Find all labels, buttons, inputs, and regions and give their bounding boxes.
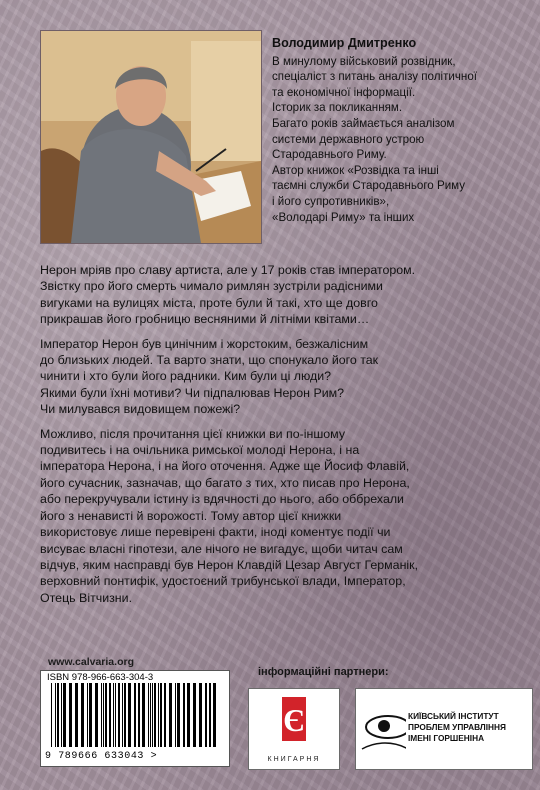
description-line: імператора Нерона, і на його оточення. Адже ще Йосиф Флавій, <box>40 459 410 474</box>
description-line: висуває власні гіпотези, але нічого не вигадує, щоби читач сам <box>40 541 403 556</box>
barcode-bar <box>187 683 190 747</box>
barcode-bar <box>148 683 149 747</box>
author-name: Володимир Дмитренко <box>272 36 417 50</box>
author-bio-line: таємні служби Стародавнього Риму <box>272 179 466 193</box>
barcode-bar <box>160 683 162 747</box>
barcode-bar <box>193 683 196 747</box>
description-line: подивитесь і на очільника римської молоді Нерона, і на <box>40 443 360 458</box>
barcode-bar <box>81 683 84 747</box>
knyharnia-logo <box>248 688 340 770</box>
barcode-bar <box>183 683 185 747</box>
author-bio-line: та економічної інформації. <box>272 85 416 99</box>
barcode-bar <box>164 683 166 747</box>
description-line: його сучасник, зазначав, що багато з тих, хто писав про Нерона, <box>40 475 410 490</box>
description-line: Якими були їхні мотиви? Чи підпалював Нерон Рим? <box>40 385 345 400</box>
institute-line: ПРОБЛЕМ УПРАВЛІННЯ <box>408 722 506 732</box>
barcode-bar <box>138 683 140 747</box>
description-line: Імператор Нерон був цинічним і жорстоким, безжалісним <box>40 336 369 351</box>
book-description <box>40 262 532 614</box>
barcode-bar <box>105 683 107 747</box>
institute-logo-text <box>408 711 506 744</box>
barcode-bar <box>51 683 52 747</box>
barcode-bar <box>209 683 211 747</box>
barcode-bar <box>154 683 156 747</box>
partners-label: інформаційні партнери: <box>258 666 389 678</box>
barcode-bar <box>101 683 102 747</box>
barcode-bar <box>103 683 104 747</box>
author-bio-line: системи державного устрою <box>272 132 425 146</box>
barcode-bar <box>69 683 72 747</box>
barcode-bar <box>199 683 202 747</box>
barcode-bar <box>175 683 176 747</box>
barcode-bar <box>177 683 180 747</box>
author-info <box>272 36 534 225</box>
description-paragraph <box>40 426 532 606</box>
description-line: прикрашав його гробницю весняними й літніми квітами… <box>40 312 370 327</box>
barcode-bar <box>61 683 62 747</box>
description-line: використовує лише перевірені факти, іноді коментує події чи <box>40 525 391 540</box>
publisher-website[interactable]: www.calvaria.org <box>48 656 134 668</box>
description-line: відчув, яким насправді був Нерон Клавдій Цезар Август Германік, <box>40 557 419 572</box>
barcode-bar <box>95 683 98 747</box>
isbn-barcode <box>40 670 230 767</box>
description-line: Отець Вітчизни. <box>40 590 133 605</box>
barcode-bar <box>213 683 216 747</box>
barcode-bar <box>142 683 145 747</box>
barcode-bar <box>134 683 136 747</box>
author-bio-line: «Володарі Риму» та інших <box>272 210 415 224</box>
isbn-number: ISBN 978-966-663-304-3 <box>47 672 154 683</box>
knyharnia-logo-icon <box>249 689 339 751</box>
author-photo <box>40 30 262 244</box>
barcode-bar <box>75 683 78 747</box>
barcode-icon <box>45 683 225 749</box>
barcode-bar <box>169 683 172 747</box>
barcode-bar <box>150 683 151 747</box>
barcode-bar <box>205 683 207 747</box>
description-line: Чи милувався видовищем пожежі? <box>40 402 241 417</box>
description-line: чинити і хто були його радники. Ким були ці люди? <box>40 369 332 384</box>
author-bio-line: Багато років займається аналізом <box>272 116 455 130</box>
description-line: до близьких людей. Та варто знати, що спонукало його так <box>40 353 379 368</box>
barcode-bar <box>57 683 59 747</box>
author-bio-line: Стародавнього Риму. <box>272 148 387 162</box>
description-line: вигуками на вулицях міста, проте були й такі, хто ще довго <box>40 295 378 310</box>
barcode-bar <box>89 683 92 747</box>
barcode-bar <box>55 683 56 747</box>
author-bio-line: і його супротивників», <box>272 194 390 208</box>
author-bio-line: спеціаліст з питань аналізу політичної <box>272 70 477 84</box>
institute-logo <box>355 688 533 770</box>
barcode-bar <box>113 683 114 747</box>
author-bio-line: Історик за покликанням. <box>272 101 403 115</box>
barcode-bar <box>152 683 153 747</box>
barcode-digits: 9 789666 633043 > <box>45 751 158 762</box>
barcode-bar <box>115 683 116 747</box>
barcode-bar <box>109 683 111 747</box>
barcode-bar <box>118 683 120 747</box>
description-line: Нерон мріяв про славу артиста, але у 17 років став імператором. <box>40 263 416 277</box>
institute-logo-icon <box>356 689 406 769</box>
description-line: Звістку про його смерть чимало римлян зустріли радісними <box>40 279 383 294</box>
institute-line: КИЇВСЬКИЙ ІНСТИТУТ <box>408 711 499 721</box>
barcode-bar <box>122 683 123 747</box>
institute-line: ІМЕНІ ГОРШЕНІНА <box>408 733 485 743</box>
barcode-bar <box>87 683 88 747</box>
description-line: верховний понтифік, удостоєний трибунської влади, Імператор, <box>40 574 406 589</box>
author-bio-line: В минулому військовий розвідник, <box>272 54 456 68</box>
logo-letter: Є <box>283 702 305 738</box>
description-paragraph <box>40 336 532 418</box>
description-line: Можливо, після прочитання цієї книжки ви по-іншому <box>40 426 346 441</box>
barcode-bar <box>63 683 66 747</box>
author-bio-line: Автор книжок «Розвідка та інші <box>272 163 439 177</box>
description-paragraph <box>40 262 532 328</box>
author-photo-illustration <box>41 31 261 243</box>
description-line: або перекручували істину із вдячності до нього, або оббрехали <box>40 492 404 507</box>
barcode-bar <box>124 683 126 747</box>
knyharnia-logo-text: КНИГАРНЯ <box>267 756 321 763</box>
barcode-bar <box>128 683 131 747</box>
barcode-bar <box>158 683 159 747</box>
description-line: його з ненависті й ворожості. Тому автор цієї книжки <box>40 508 342 523</box>
